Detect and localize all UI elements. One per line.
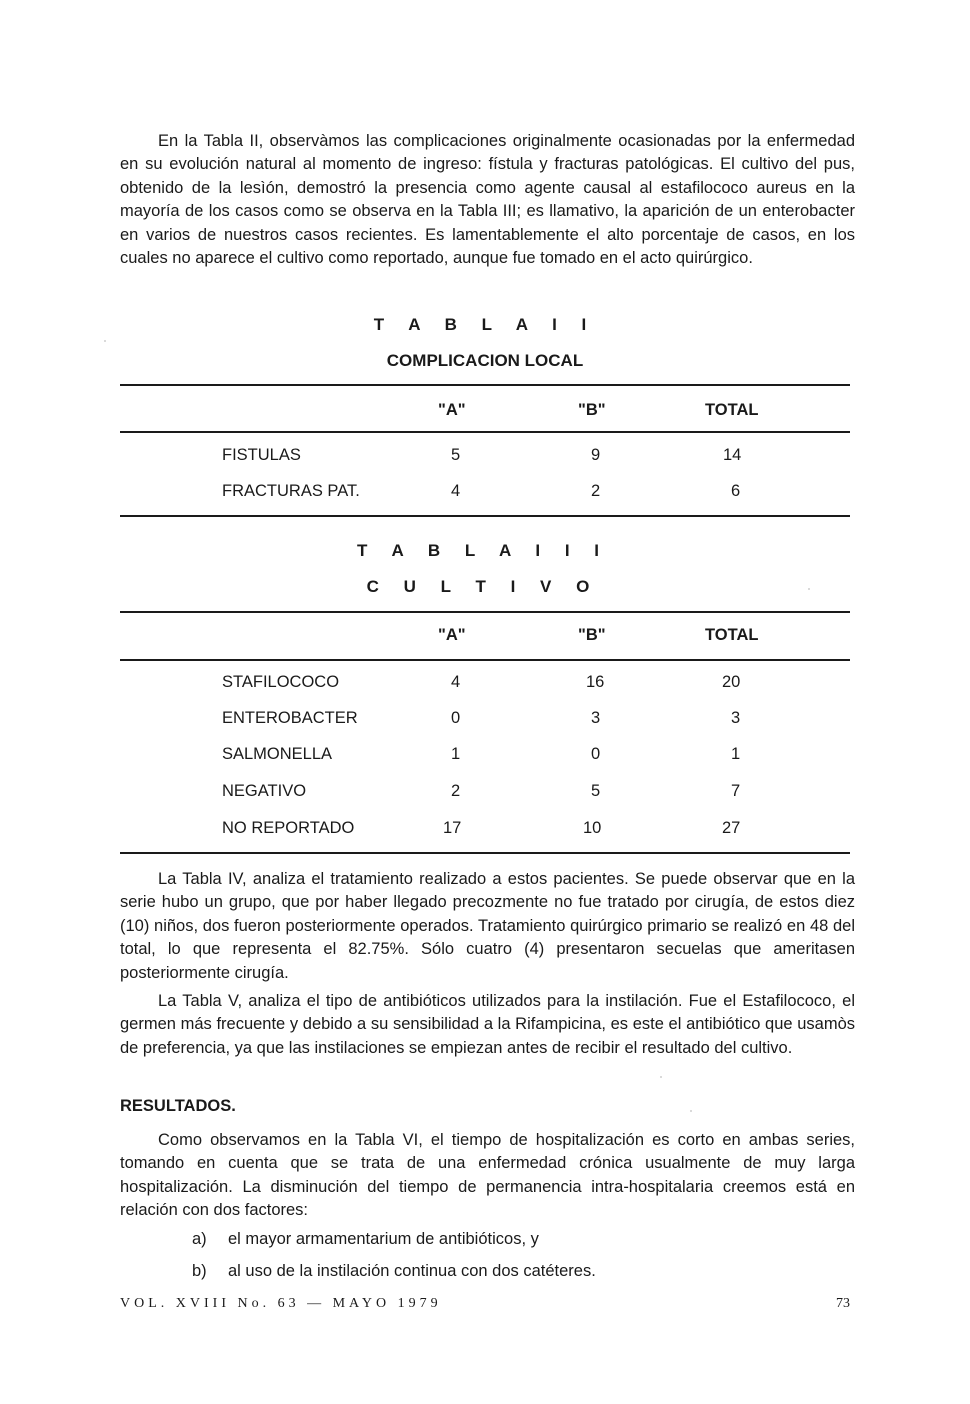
cell-total: 7 <box>731 782 741 800</box>
table2-bottom-rule <box>120 515 850 517</box>
table3-bottom-rule <box>120 852 850 854</box>
list-marker: a) <box>192 1230 207 1248</box>
table3-top-rule <box>120 611 850 613</box>
row-label: FRACTURAS PAT. <box>222 482 360 500</box>
cell-total: 20 <box>722 673 741 691</box>
section-heading-resultados: RESULTADOS. <box>120 1097 236 1115</box>
list-marker: b) <box>192 1262 207 1280</box>
scan-speck <box>690 1110 692 1112</box>
table2-header-b: "B" <box>578 401 606 419</box>
list-text: al uso de la instilación continua con dos catéteres. <box>228 1262 596 1280</box>
paragraph-tabla-iv: La Tabla IV, analiza el tratamiento realizado a estos pacientes. Se puede observar que en la serie hubo un grupo, que por haber llegado precozmente no fue tratado por cirugía, de estos diez (10) niños, dos fueron posteriormente operados. Tratamiento quirúrgico primario se realizó en 48 del total, lo que representa el 82.75%. Sólo cuatro (4) presentaron secuelas que ameritasen posteriormente cirugía. <box>120 870 855 982</box>
cell-a: 0 <box>451 709 461 727</box>
table2-header-rule <box>120 431 850 433</box>
table3-header-rule <box>120 659 850 661</box>
cell-a: 4 <box>451 482 461 500</box>
table3-header-a: "A" <box>438 626 466 644</box>
row-label: ENTEROBACTER <box>222 709 358 727</box>
row-label: NO REPORTADO <box>222 819 355 837</box>
row-label: SALMONELLA <box>222 745 333 763</box>
cell-b: 0 <box>591 745 601 763</box>
table2-header-total: TOTAL <box>705 401 759 419</box>
cell-a: 17 <box>443 819 462 837</box>
table3-header-b: "B" <box>578 626 606 644</box>
cell-total: 6 <box>731 482 741 500</box>
list-text: el mayor armamentarium de antibióticos, y <box>228 1230 539 1248</box>
paragraph-intro: En la Tabla II, observàmos las complicaciones originalmente ocasionadas por la enfermedad en su evolución natural al momento de ingreso: fístula y fracturas patológicas. El cultivo del pus, obtenido de la lesìón, demostró la presencia como agente causal al estafilococo aureus en la mayoría de los casos como se observa en la Tabla III; es llamativo, la aparición de un enterobacter en varios de nuestros casos recientes. Es lamentablemente el alto porcentaje de casos, en los cuales no aparece el cultivo como reportado, aunque fue tomado en el acto quirúrgico. <box>120 132 855 268</box>
cell-a: 4 <box>451 673 461 691</box>
cell-a: 5 <box>451 446 461 464</box>
cell-total: 3 <box>731 709 741 727</box>
cell-total: 27 <box>722 819 741 837</box>
scan-speck <box>660 1076 662 1078</box>
paragraph-tabla-v: La Tabla V, analiza el tipo de antibióticos utilizados para la instilación. Fue el Estafilococo, el germen más frecuente y debido a su sensibilidad a la Rifampicina, es este el antibiótico que usamòs de preferencia, ya que las instilaciones se empiezan antes de recibir el resultado del cultivo. <box>120 992 855 1057</box>
scan-speck <box>104 340 106 342</box>
paragraph-resultados: Como observamos en la Tabla VI, el tiempo de hospitalización es corto en ambas series, tomando en cuenta que se trata de una enfermedad crónica usualmente de muy larga hospitalización. La disminución del tiempo de permanencia intra-hospitalaria creemos está en relación con dos factores: <box>120 1131 855 1220</box>
table3-header-total: TOTAL <box>705 626 759 644</box>
table2-top-rule <box>120 384 850 386</box>
cell-b: 5 <box>591 782 601 800</box>
cell-b: 9 <box>591 446 601 464</box>
row-label: NEGATIVO <box>222 782 307 800</box>
row-label: FISTULAS <box>222 446 301 464</box>
journal-footer: VOL. XVIII No. 63 — MAYO 1979 <box>120 1296 442 1311</box>
table3-title: T A B L A I I I <box>357 541 609 560</box>
cell-b: 10 <box>583 819 602 837</box>
page-number: 73 <box>836 1296 850 1311</box>
cell-b: 16 <box>586 673 605 691</box>
table3-subtitle: C U L T I V O <box>366 577 600 596</box>
table2-subtitle: COMPLICACION LOCAL <box>386 351 584 370</box>
cell-total: 1 <box>731 745 741 763</box>
row-label: STAFILOCOCO <box>222 673 340 691</box>
cell-total: 14 <box>723 446 742 464</box>
table2-title: T A B L A I I <box>373 315 597 334</box>
cell-b: 3 <box>591 709 601 727</box>
cell-a: 2 <box>451 782 461 800</box>
cell-b: 2 <box>591 482 601 500</box>
scan-speck <box>808 588 810 590</box>
cell-a: 1 <box>451 745 461 763</box>
table2-header-a: "A" <box>438 401 466 419</box>
